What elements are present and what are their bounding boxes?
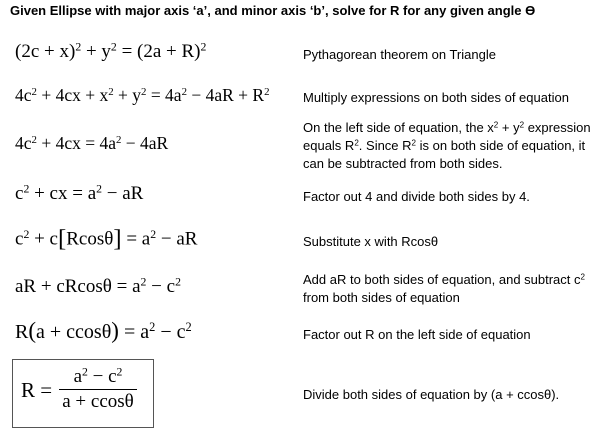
- result-lhs: R =: [21, 378, 53, 402]
- description-3: On the left side of equation, the $x^2 + y^2$ expression equals $R^2$. Since $R^2$ is on both side of equation, it can be subtracted from both sides.: [303, 120, 591, 171]
- fraction-denominator: a + ccosθ: [62, 391, 134, 412]
- equation-2: $4c^2 + 4cx + x^2 + y^2 = 4a^2 - 4aR + R^2$: [15, 85, 270, 105]
- equation-6: aR + $cRcos\theta = a^2 - c^2$: [15, 275, 181, 297]
- equation-1: $(2c + x)^2 + y^2 = (2a + R)^2$: [15, 40, 207, 62]
- equation-5: $c^2 + c[Rcos\theta] = a^2$ − aR: [15, 225, 198, 252]
- description-2: Multiply expressions on both sides of equation: [303, 90, 569, 105]
- fraction-numerator: $a^2 - c^2$: [73, 365, 123, 387]
- equation-7: $R(a + ccos\theta) = a^2 - c^2$: [15, 318, 192, 343]
- description-1: Pythagorean theorem on Triangle: [303, 47, 496, 62]
- page-title: Given Ellipse with major axis ‘a’, and minor axis ‘b’, solve for R for any given angle ϴ: [10, 3, 536, 18]
- description-6: Add aR to both sides of equation, and subtract $c^2$ from both sides of equation: [303, 272, 585, 305]
- description-7: Factor out R on the left side of equation: [303, 327, 531, 342]
- result-fraction: [57, 366, 139, 413]
- description-5: Substitute x with Rcosθ: [303, 234, 439, 249]
- result-box: [12, 359, 154, 428]
- equation-4: $c^2$ + cx = $a^2$ − aR: [15, 182, 144, 204]
- description-8: Divide both sides of equation by (a + ccosθ).: [303, 387, 560, 402]
- equation-3: $4c^2 + 4cx = 4a^2 - 4aR$: [15, 133, 169, 153]
- description-4: Factor out 4 and divide both sides by 4.: [303, 189, 530, 204]
